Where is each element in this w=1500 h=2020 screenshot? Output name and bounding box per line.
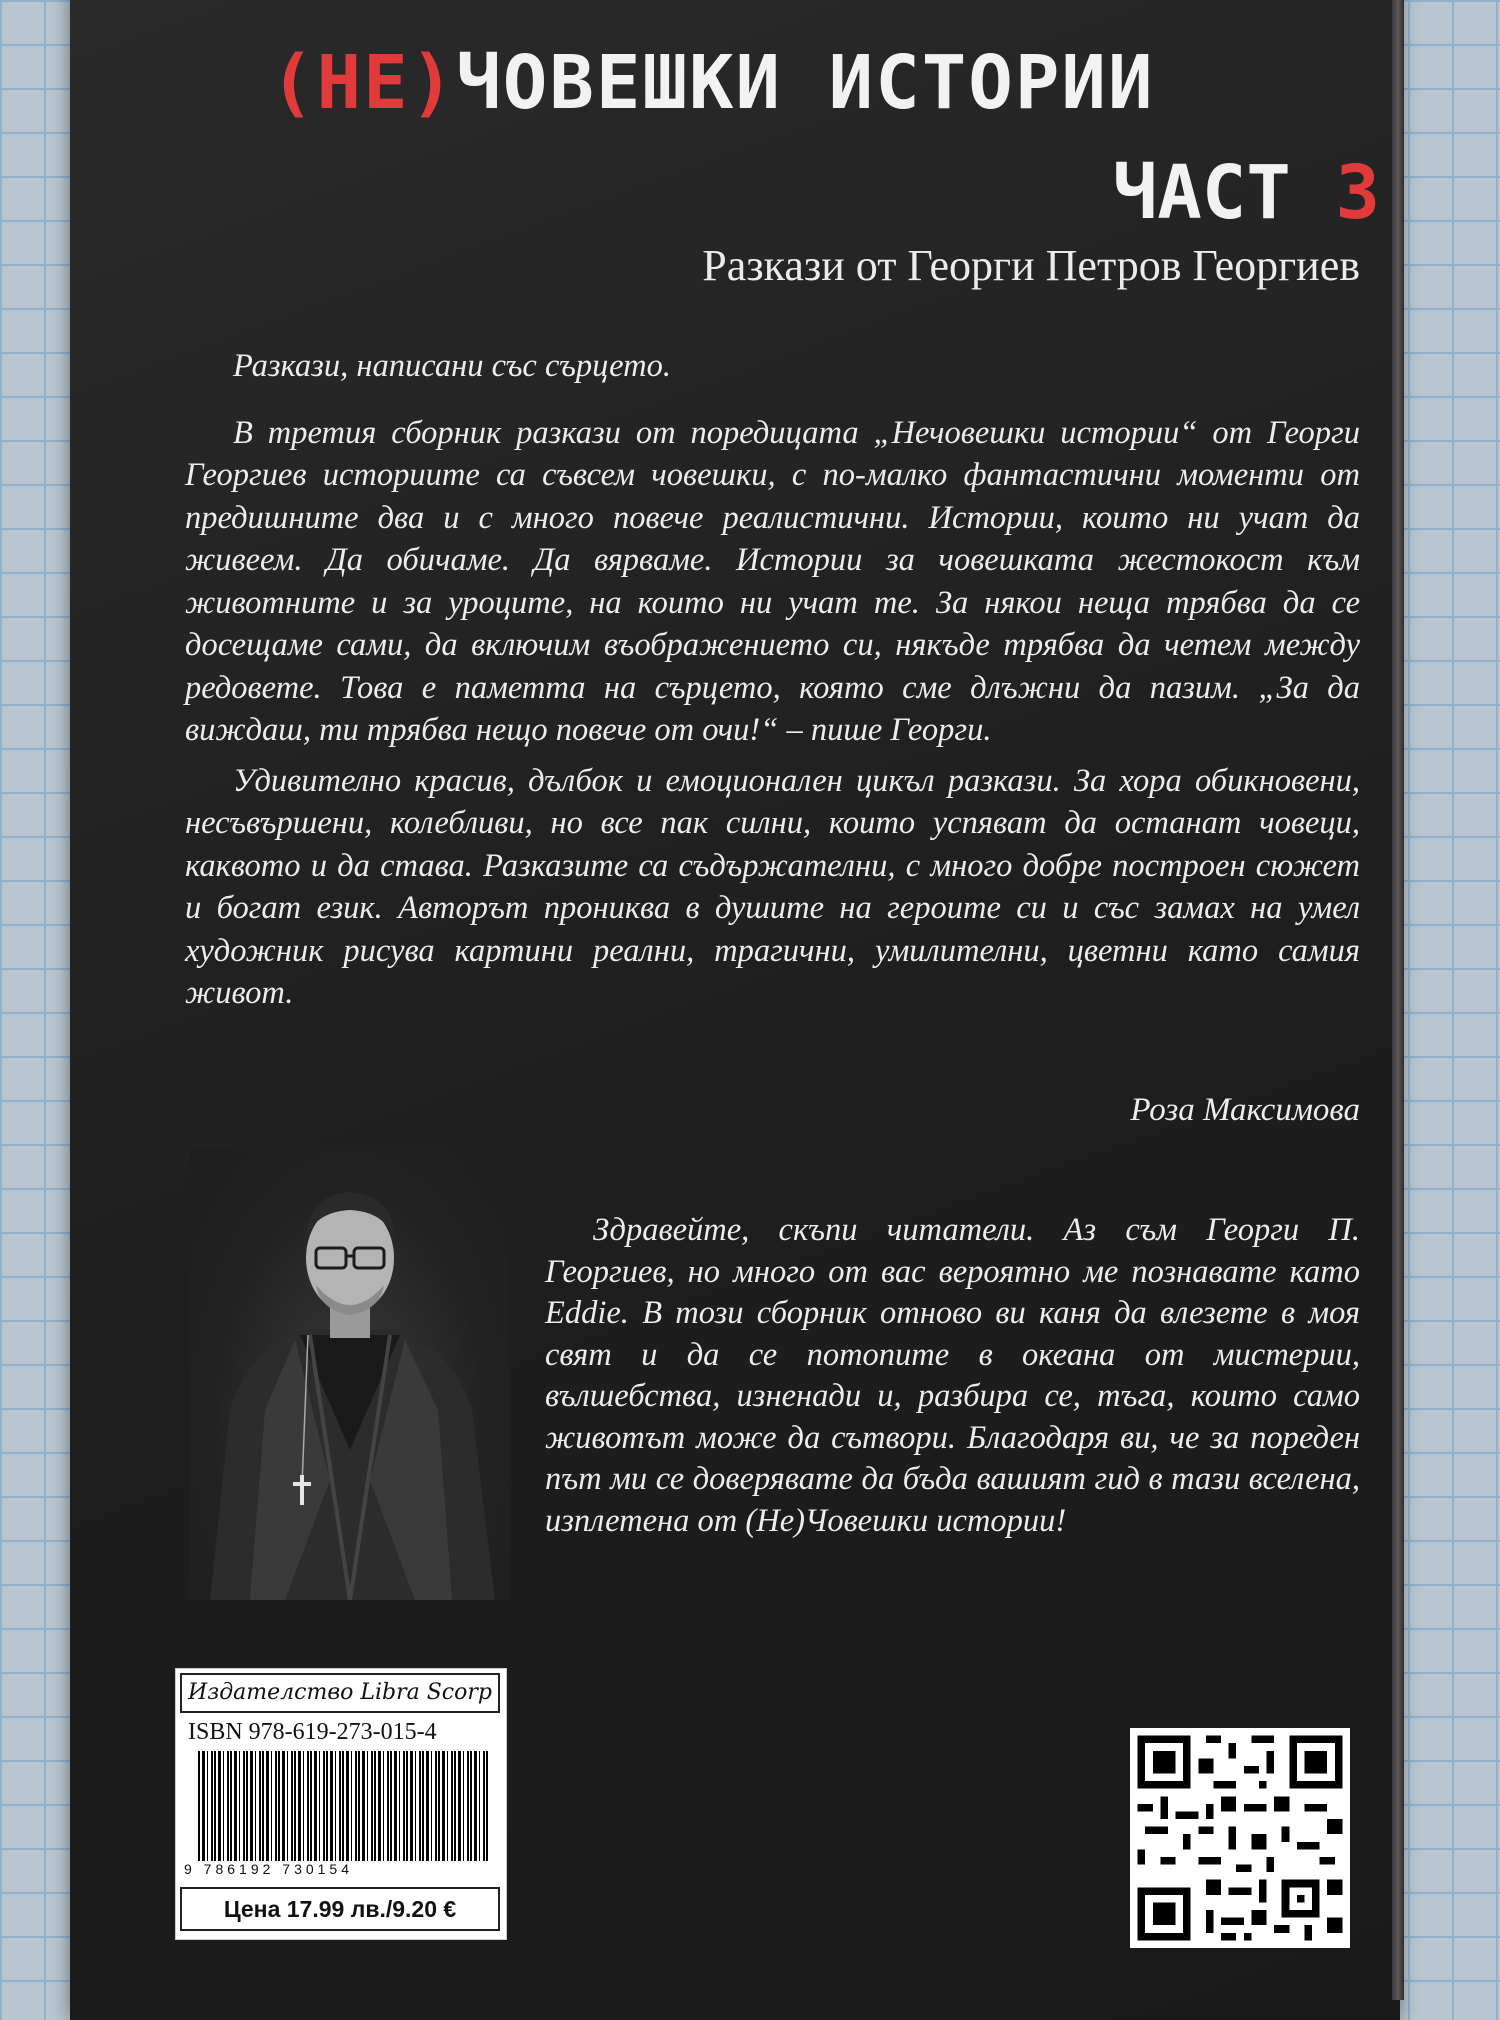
title-paren-close: ) <box>409 40 457 126</box>
book-spine-edge <box>1392 0 1404 2000</box>
part-line <box>1000 150 1380 236</box>
author-portrait-svg <box>190 1150 510 1600</box>
barcode-icon <box>198 1751 488 1861</box>
blurb-paragraph: В третия сборник разкази от поредицата „Нечовешки истории“ от Георги Георгиев историите са съвсем човешки, с по-малко фантастични моменти от предишните два и с много повече реалистични. Истории, които ни учат да живеем. Да обичаме. Да вярваме. Истории за човешката жестокост към животните и за уроците, на които ни учат те. За някои неща трябва да се досещаме сами, да включим въображението си, някъде трябва да четем между редовете. Това е паметта на сърцето, която сме длъжни да пазим. „За да виждаш, ти трябва нещо повече от очи!“ – пише Георги. <box>185 414 1360 748</box>
author-portrait-icon <box>190 1150 510 1600</box>
blurb-signature: Роза Максимова <box>1130 1092 1360 1128</box>
title-prefix-word: НЕ <box>316 40 410 126</box>
part-word: ЧАСТ <box>1112 150 1291 236</box>
subtitle: Разкази от Георги Петров Георгиев <box>702 241 1360 290</box>
isbn-label: ISBN 978-619-273-015-4 <box>188 1719 437 1745</box>
title-main: ЧОВЕШКИ ИСТОРИИ <box>456 40 1155 126</box>
blurb <box>185 345 1360 1023</box>
blurb-paragraph: Разкази, написани със сърцето. <box>233 348 672 384</box>
barcode-digits: 9 786192 730154 <box>184 1861 353 1877</box>
part-number: 3 <box>1335 150 1380 236</box>
author-bio: Здравейте, скъпи читатели. Аз съм Георги П. Георгиев, но много от вас вероятно ме познавате като Eddie. В този сборник отново ви каня да влезете в моя свят и да се потопите в океана от мистерии, вълшебства, изненади и, разбира се, тъга, които само животът може да сътвори. Благодаря ви, че за пореден път ми се доверявате да бъда вашият гид в тази вселена, изплетена от (Не)Човешки истории! <box>545 1212 1360 1539</box>
publisher-label: Издателство Libra Scorp <box>180 1673 500 1713</box>
blurb-paragraph: Удивително красив, дълбок и емоционален цикъл разкази. За хора обикновени, несъвършени, колебливи, но все пак силни, които успяват да останат човеци, каквото и да става. Разказите са съдържателни, с много добре построен сюжет и богат език. Авторът прониква в душите на героите си и със замах на умел художник рисува картини реални, трагични, умилителни, цветни като самия живот. <box>185 762 1360 1011</box>
series-title <box>270 40 1370 126</box>
price-label: Цена 17.99 лв./9.20 € <box>180 1887 500 1931</box>
barcode-block <box>175 1668 507 1940</box>
title-paren-open: ( <box>270 40 317 126</box>
qr-code-icon <box>1130 1728 1350 1948</box>
qr-code-svg <box>1130 1728 1350 1948</box>
